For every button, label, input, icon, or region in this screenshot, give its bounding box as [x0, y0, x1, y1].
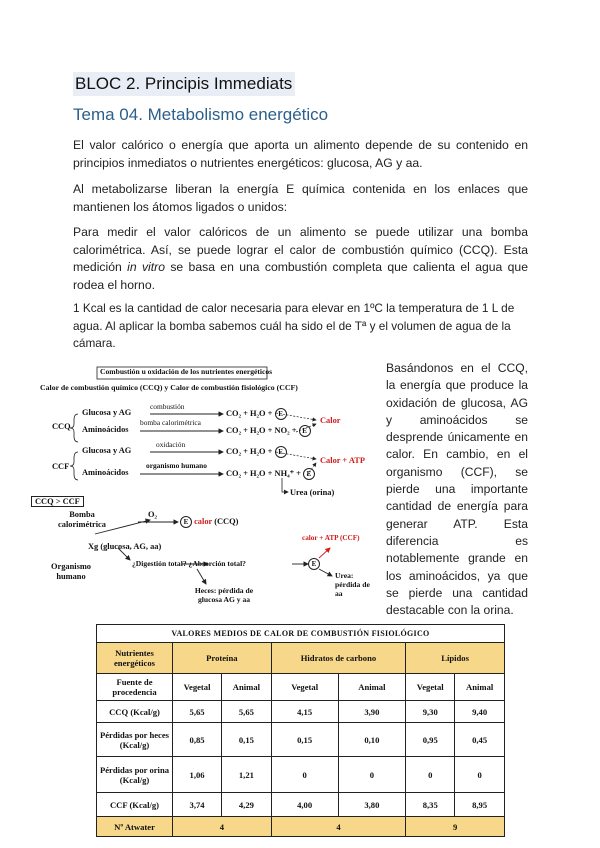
table-cell: 1,06 — [173, 757, 222, 793]
paragraph-valor-calorico: El valor calórico o energía que aporta un alimento depende de su contenido en principios inmediatos o nutrientes energéticos: glucosa, AG y aa. — [73, 138, 528, 170]
table-cell: 3,74 — [173, 793, 222, 817]
oxidacion-label: oxidación — [156, 440, 186, 449]
table-cell: 0,85 — [173, 723, 222, 757]
atwater-cell: 4 — [271, 817, 405, 837]
products-ccq-1 — [226, 408, 287, 420]
table-cell: 4,15 — [271, 701, 338, 723]
o2-label: O₂ — [148, 510, 158, 519]
calor-label: Calor — [320, 416, 341, 425]
table-cell: 0,95 — [406, 723, 455, 757]
calor-red: calor — [194, 517, 213, 526]
paragraph-bomba-calorimetrica — [73, 224, 528, 294]
energy-circle: E — [275, 446, 287, 458]
products-ccf-2 — [226, 468, 315, 480]
table-cell: 0,10 — [338, 723, 406, 757]
table-cell: 5,65 — [173, 701, 222, 723]
aminoacidos-label: Aminoácidos — [82, 425, 129, 434]
col-nutrients: Nutrientes energéticos — [97, 643, 173, 674]
table-cell: 8,95 — [455, 793, 505, 817]
calor-combustion-table — [96, 624, 505, 837]
energy-circle: E — [303, 468, 315, 480]
atwater-cell: 4 — [173, 817, 272, 837]
bloc-heading: BLOC 2. Principis Immediats — [73, 72, 295, 96]
scheme-subtitle: Calor de combustión químico (CCQ) y Calor de combustión fisiológico (CCF) — [40, 383, 298, 392]
table-row — [97, 723, 505, 757]
source-cell: Animal — [455, 674, 505, 701]
table-cell: 0 — [271, 757, 338, 793]
group-lipidos: Lípidos — [406, 643, 505, 674]
paragraph-text: se basa en una combustión completa que calienta el agua que rodea el horno. — [73, 260, 528, 292]
organismo-label: organismo humano — [146, 461, 207, 470]
products-ccq-2 — [226, 425, 311, 437]
energy-circle: E — [180, 516, 192, 528]
xg-label: Xg (glucosa, AG, aa) — [88, 542, 162, 551]
table-cell: 4,00 — [271, 793, 338, 817]
organismo-humano-label: Organismo humano — [50, 562, 91, 581]
atwater-cell: 9 — [406, 817, 505, 837]
tema-heading: Tema 04. Metabolismo energético — [73, 105, 329, 124]
products-text: CO₂ + H₂O + — [226, 447, 273, 456]
table-cell: 5,65 — [222, 701, 272, 723]
table-row — [97, 757, 505, 793]
ccq-gt-ccf-box: CCQ > CCF — [31, 496, 84, 507]
energy-ccf — [308, 558, 320, 570]
digestion-label: ¿Digestión total? ¿Absorción total? — [132, 559, 246, 568]
paragraph-kcal: 1 Kcal es la cantidad de calor necesaria para elevar en 1ºC la temperatura de 1 L de agua. Al aplicar la bomba sabemos cuál ha sido el de Tª y el volumen de agua de la cámara. — [73, 301, 515, 350]
ccq-paren: (CCQ) — [214, 517, 239, 526]
glucosa-ag-label: Glucosa y AG — [82, 408, 132, 417]
side-paragraph-ccq: Basándonos en el CCQ, la energía que produce la oxidación de glucosa, AG y aminoácidos se desprende únicamente en calor. En cambio, en el organismo (CCF), se pierde una importante cantidad de energía para generar ATP. Esta diferencia es notablemente grande en los aminoácidos, ya que se pierde una cantidad destacable con la orina. — [386, 361, 528, 618]
table-cell: 9,30 — [406, 701, 455, 723]
table-cell: 0 — [406, 757, 455, 793]
combustion-label: combustión — [150, 402, 185, 411]
table-row — [97, 701, 505, 723]
in-vitro-text: in vitro — [127, 260, 165, 274]
glucosa-ag-label-2: Glucosa y AG — [82, 446, 132, 455]
calor-atp-label: Calor + ATP — [320, 456, 365, 465]
products-text: CO₂ + H₂O + — [226, 409, 273, 418]
table-cell: 8,35 — [406, 793, 455, 817]
paragraph-text: Para medir el valor calóricos de un alimento se puede utilizar una bomba calorimétrica. Así, se puede lograr el calor de combustión químico (CCQ). Esta medición — [73, 225, 528, 274]
ccf-label: CCF — [52, 462, 70, 471]
table-cell: 0,15 — [222, 723, 272, 757]
atwater-label: Nº Atwater — [97, 817, 173, 837]
source-cell: Vegetal — [271, 674, 338, 701]
row-label: Pérdidas por orina (Kcal/g) — [97, 757, 173, 793]
source-cell: Animal — [222, 674, 272, 701]
combustion-scheme — [35, 362, 380, 612]
bomba-calorimetrica-label: Bomba calorimétrica — [58, 510, 106, 529]
bomba-label: bomba calorimétrica — [140, 418, 201, 427]
urea-orina-label: Urea (orina) — [290, 488, 335, 497]
row-label: Pérdidas por heces (Kcal/g) — [97, 723, 173, 757]
scheme-title: Combustión u oxidación de los nutrientes energéticos — [100, 367, 273, 376]
table-cell: 0,15 — [271, 723, 338, 757]
group-proteina: Proteína — [173, 643, 272, 674]
calor-atp-ccf-label: calor + ATP (CCF) — [302, 534, 360, 542]
table-cell: 1,21 — [222, 757, 272, 793]
table-cell: 3,90 — [338, 701, 406, 723]
group-hidratos: Hidratos de carbono — [271, 643, 405, 674]
table-cell: 3,80 — [338, 793, 406, 817]
source-cell: Vegetal — [173, 674, 222, 701]
table-cell: 0 — [455, 757, 505, 793]
source-cell: Vegetal — [406, 674, 455, 701]
urea-perdida-label: Urea: pérdida de aa — [335, 571, 370, 598]
row-label: CCQ (Kcal/g) — [97, 701, 173, 723]
table-title: VALORES MEDIOS DE CALOR DE COMBUSTIÓN FISIOLÓGICO — [97, 625, 505, 643]
products-text: CO₂ + H₂O + NO₂ + — [226, 426, 297, 435]
atwater-row — [97, 817, 505, 837]
energy-circle: E — [299, 425, 311, 437]
row-label: CCF (Kcal/g) — [97, 793, 173, 817]
aminoacidos-label-2: Aminoácidos — [82, 468, 129, 477]
heces-label: Heces: pérdida de glucosa AG y aa — [194, 586, 254, 604]
source-cell: Animal — [338, 674, 406, 701]
table-cell: 4,29 — [222, 793, 272, 817]
col-fuente: Fuente de procedencia — [97, 674, 173, 701]
table-cell: 0 — [338, 757, 406, 793]
table-row — [97, 793, 505, 817]
energy-circle: E — [308, 558, 320, 570]
table-cell: 9,40 — [455, 701, 505, 723]
ccq-label: CCQ — [52, 422, 71, 431]
products-ccf-1 — [226, 446, 287, 458]
energy-ccq — [180, 516, 238, 528]
products-text: CO₂ + H₂O + NH₄⁺ + — [226, 469, 301, 478]
paragraph-metabolizarse: Al metabolizarse liberan la energía E química contenida en los enlaces que mantienen los átomos ligados o unidos: — [73, 182, 528, 214]
table-cell: 0,45 — [455, 723, 505, 757]
energy-circle: E — [275, 408, 287, 420]
